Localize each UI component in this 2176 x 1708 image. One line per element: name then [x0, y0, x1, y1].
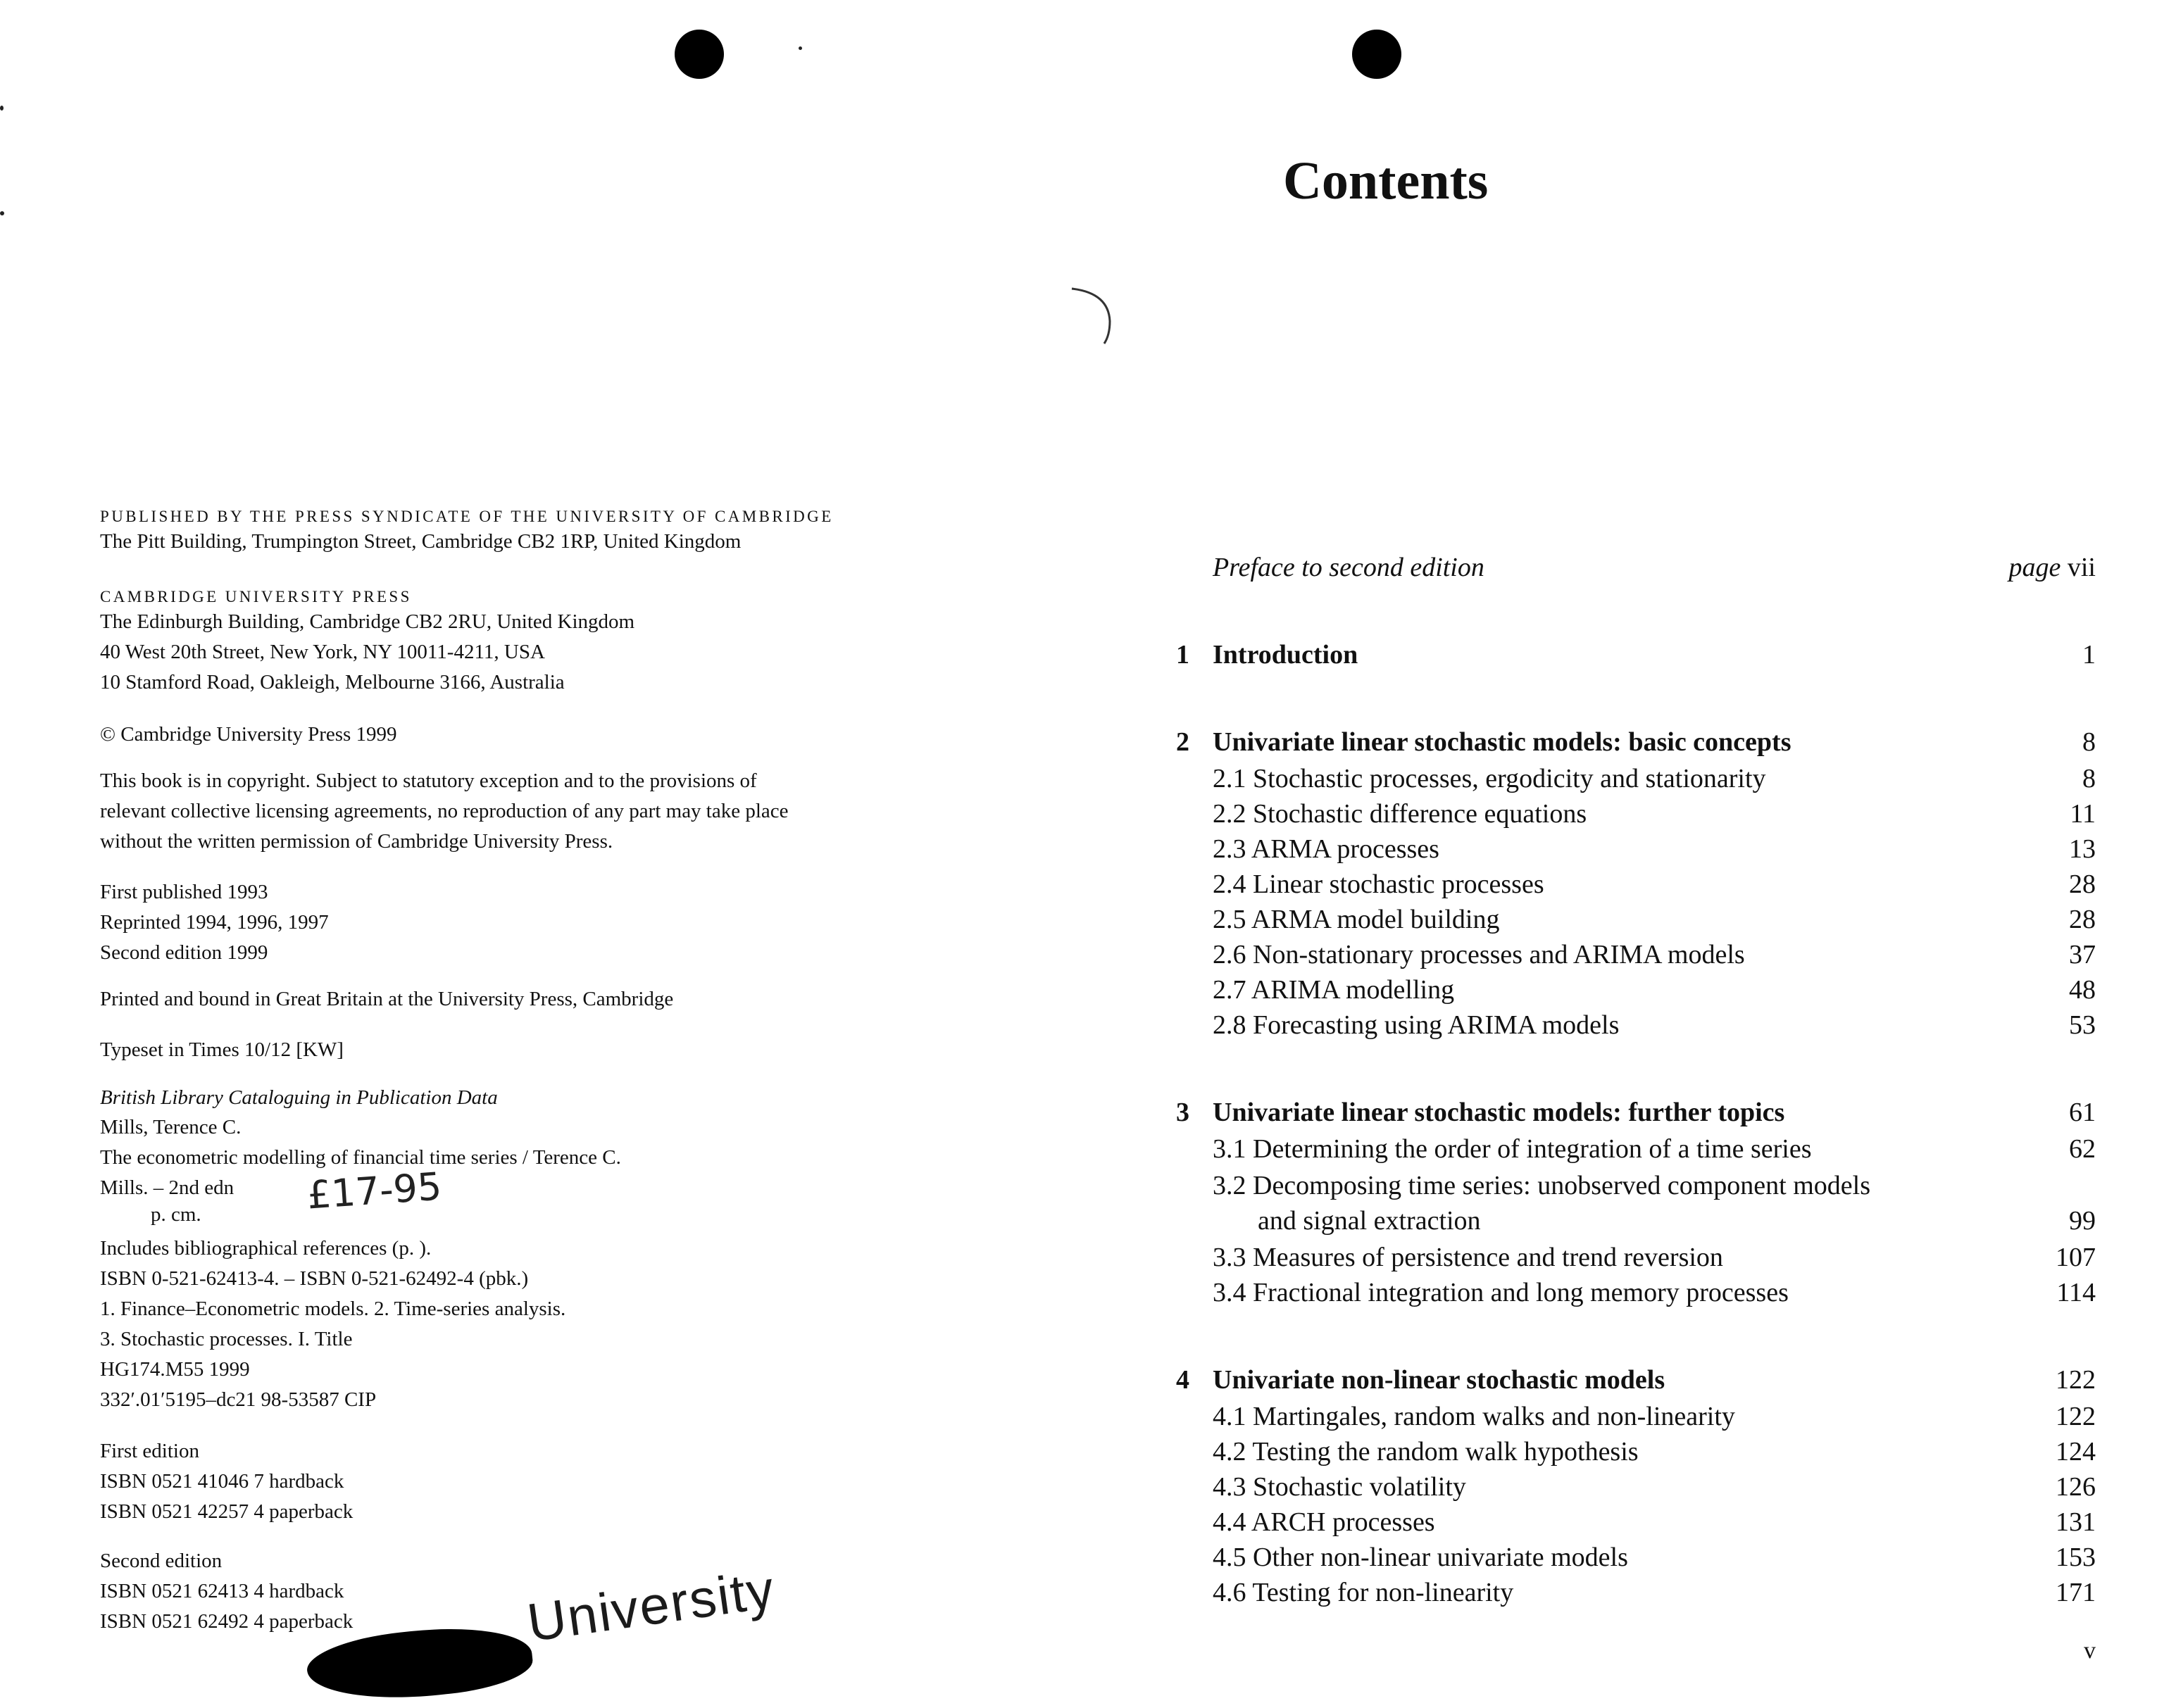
toc-page-number: 99	[2069, 1206, 2096, 1236]
cip-line: Includes bibliographical references (p. ).	[100, 1237, 432, 1260]
toc-page-number: 61	[2069, 1098, 2096, 1127]
page-folio: v	[2084, 1638, 2096, 1664]
toc-page-number: 153	[2056, 1543, 2096, 1572]
toc-page-number: 171	[2056, 1578, 2096, 1607]
punch-hole-left	[675, 30, 724, 79]
second-edition-header: Second edition	[100, 1550, 223, 1572]
publisher-header: PUBLISHED BY THE PRESS SYNDICATE OF THE UNIVERSITY OF CAMBRIDGE	[100, 508, 834, 525]
toc-chapter-number: 2	[1176, 727, 1189, 757]
toc-section: 4.1 Martingales, random walks and non-linearity	[1213, 1402, 1735, 1431]
speck	[0, 106, 4, 111]
publication-history: First published 1993	[100, 881, 268, 903]
toc-chapter-title: Univariate linear stochastic models: basic concepts	[1213, 727, 1792, 757]
toc-chapter-title: Introduction	[1213, 640, 1358, 670]
press-address: The Edinburgh Building, Cambridge CB2 2RU, United Kingdom	[100, 610, 635, 633]
toc-section: 4.5 Other non-linear univariate models	[1213, 1543, 1628, 1572]
first-edition-header: First edition	[100, 1440, 199, 1462]
toc-section: 2.8 Forecasting using ARIMA models	[1213, 1010, 1620, 1040]
toc-preface-label: Preface to second edition	[1213, 553, 1484, 582]
toc-chapter-title: Univariate linear stochastic models: further topics	[1213, 1098, 1785, 1127]
toc-page-word: page	[2008, 553, 2061, 582]
toc-page-number: 131	[2056, 1507, 2096, 1537]
typeset-line: Typeset in Times 10/12 [KW]	[100, 1038, 344, 1061]
toc-chapter-number: 3	[1176, 1098, 1189, 1127]
copyright-notice: relevant collective licensing agreements, no reproduction of any part may take place	[100, 800, 789, 822]
toc-chapter-number: 1	[1176, 640, 1189, 670]
toc-section: 3.4 Fractional integration and long memory processes	[1213, 1278, 1789, 1307]
publication-history: Second edition 1999	[100, 941, 268, 964]
toc-page-number: 126	[2056, 1472, 2096, 1502]
speck	[799, 46, 802, 50]
toc-page-number: 114	[2056, 1278, 2096, 1307]
toc-chapter-title: Univariate non-linear stochastic models	[1213, 1365, 1665, 1395]
library-stamp: University	[523, 1559, 779, 1654]
copyright-line: © Cambridge University Press 1999	[100, 723, 397, 746]
cip-line: 1. Finance–Econometric models. 2. Time-series analysis.	[100, 1298, 566, 1320]
cip-line: Mills, Terence C.	[100, 1116, 242, 1138]
cip-line: ISBN 0-521-62413-4. – ISBN 0-521-62492-4 (pbk.)	[100, 1267, 529, 1290]
printed-line: Printed and bound in Great Britain at the University Press, Cambridge	[100, 988, 674, 1010]
handwritten-price: £17-95	[306, 1164, 444, 1218]
first-edition-isbn: ISBN 0521 41046 7 hardback	[100, 1470, 344, 1493]
toc-page-number: 11	[2070, 799, 2096, 829]
toc-page-number: 1	[2082, 640, 2096, 670]
toc-page-number: 122	[2056, 1365, 2096, 1395]
scan-mark	[1066, 279, 1115, 349]
toc-section: 3.1 Determining the order of integration of a time series	[1213, 1134, 1812, 1164]
toc-page-number: 28	[2069, 869, 2096, 899]
toc-section: 2.7 ARIMA modelling	[1213, 975, 1455, 1005]
toc-page-number: 8	[2082, 764, 2096, 793]
cip-line: Mills. – 2nd edn	[100, 1176, 235, 1199]
toc-section: 4.3 Stochastic volatility	[1213, 1472, 1466, 1502]
cip-line: The econometric modelling of financial time series / Terence C.	[100, 1146, 621, 1169]
toc-page-number: vii	[2067, 553, 2096, 582]
cip-header: British Library Cataloguing in Publication Data	[100, 1086, 498, 1109]
copyright-notice: without the written permission of Cambridge University Press.	[100, 830, 613, 853]
first-edition-isbn: ISBN 0521 42257 4 paperback	[100, 1500, 354, 1523]
toc-section: 2.3 ARMA processes	[1213, 834, 1439, 864]
publisher-address: The Pitt Building, Trumpington Street, Cambridge CB2 1RP, United Kingdom	[100, 530, 742, 553]
toc-section: 2.4 Linear stochastic processes	[1213, 869, 1544, 899]
toc-section: 4.2 Testing the random walk hypothesis	[1213, 1437, 1639, 1467]
toc-section: 2.2 Stochastic difference equations	[1213, 799, 1587, 829]
toc-page-number: 28	[2069, 905, 2096, 934]
toc-section-continued: and signal extraction	[1258, 1206, 1481, 1236]
press-header: CAMBRIDGE UNIVERSITY PRESS	[100, 588, 412, 605]
cip-line: 3. Stochastic processes. I. Title	[100, 1328, 353, 1350]
second-edition-isbn: ISBN 0521 62492 4 paperback	[100, 1610, 354, 1633]
toc-page-number: 124	[2056, 1437, 2096, 1467]
toc-section: 3.3 Measures of persistence and trend reversion	[1213, 1243, 1723, 1272]
toc-section: 4.4 ARCH processes	[1213, 1507, 1435, 1537]
punch-hole-right	[1352, 30, 1401, 79]
cip-line: p. cm.	[151, 1203, 201, 1226]
toc-page-number: 13	[2069, 834, 2096, 864]
toc-page-number: 53	[2069, 1010, 2096, 1040]
toc-preface-page	[2009, 552, 2096, 583]
toc-page-number: 37	[2069, 940, 2096, 969]
toc-page-number: 122	[2056, 1402, 2096, 1431]
toc-section: 2.5 ARMA model building	[1213, 905, 1500, 934]
press-address: 10 Stamford Road, Oakleigh, Melbourne 3166, Australia	[100, 671, 565, 693]
toc-section: 2.1 Stochastic processes, ergodicity and stationarity	[1213, 764, 1766, 793]
toc-page-number: 107	[2056, 1243, 2096, 1272]
speck	[0, 211, 4, 215]
toc-page-number: 62	[2069, 1134, 2096, 1164]
toc-section: 2.6 Non-stationary processes and ARIMA models	[1213, 940, 1745, 969]
cip-line: 332′.01′5195–dc21 98-53587 CIP	[100, 1388, 377, 1411]
page-title: Contents	[1283, 151, 1489, 211]
toc-page-number: 48	[2069, 975, 2096, 1005]
toc-section: 4.6 Testing for non-linearity	[1213, 1578, 1514, 1607]
toc-chapter-number: 4	[1176, 1365, 1189, 1395]
copyright-notice: This book is in copyright. Subject to statutory exception and to the provisions of	[100, 770, 757, 792]
press-address: 40 West 20th Street, New York, NY 10011-4211, USA	[100, 641, 545, 663]
toc-section: 3.2 Decomposing time series: unobserved component models	[1213, 1171, 1870, 1200]
toc-page-number: 8	[2082, 727, 2096, 757]
second-edition-isbn: ISBN 0521 62413 4 hardback	[100, 1580, 344, 1602]
cip-line: HG174.M55 1999	[100, 1358, 250, 1381]
publication-history: Reprinted 1994, 1996, 1997	[100, 911, 329, 934]
